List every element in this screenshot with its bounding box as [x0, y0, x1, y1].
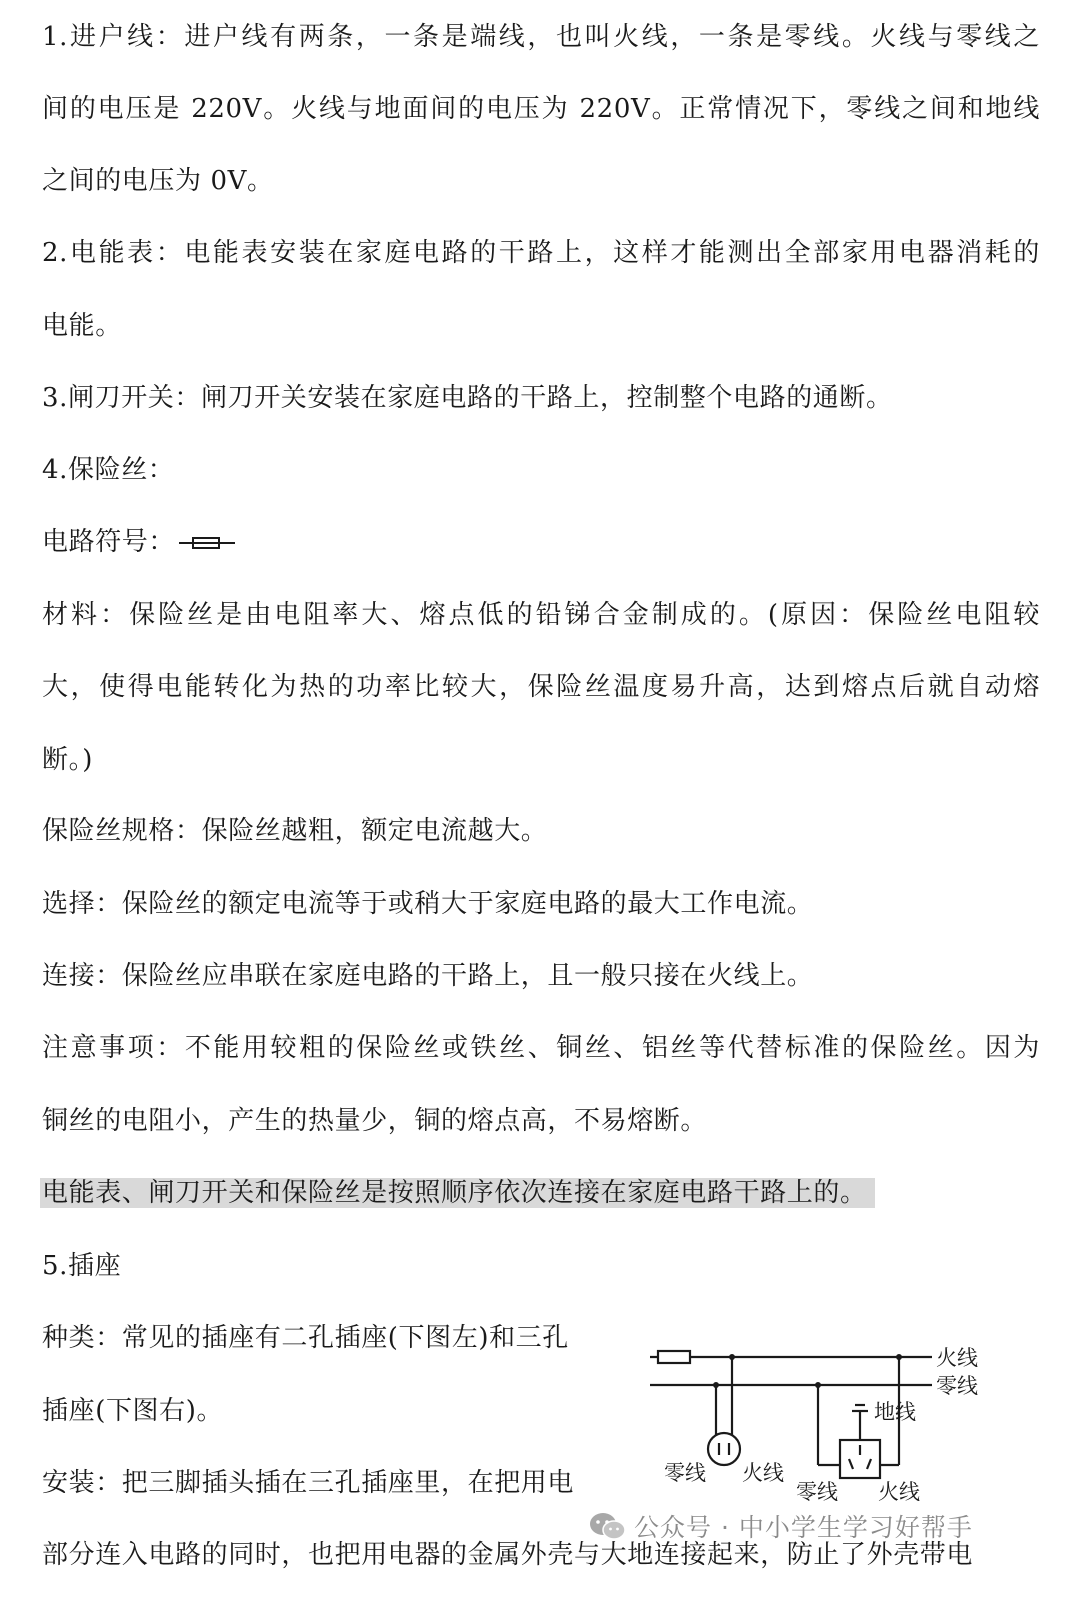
text-line-15: 注意事项：不能用较粗的保险丝或铁丝、铜丝、铝丝等代替标准的保险丝。因为 [42, 1033, 1040, 1063]
text-line-21: 安装：把三脚插头插在三孔插座里，在把用电 [42, 1468, 575, 1498]
text-line-6: 3.闸刀开关：闸刀开关安装在家庭电路的干路上，控制整个电路的通断。 [42, 383, 893, 413]
text-line-7: 4.保险丝： [42, 455, 175, 485]
watermark-text: 公众号 · 中小学生学习好帮手 [634, 1513, 973, 1542]
text-line-20: 插座(下图右)。 [42, 1396, 224, 1426]
text-line-17: 电能表、闸刀开关和保险丝是按照顺序依次连接在家庭电路干路上的。 [40, 1178, 875, 1208]
text-line-14: 连接：保险丝应串联在家庭电路的干路上，且一般只接在火线上。 [42, 961, 814, 991]
text-line-16: 铜丝的电阻小，产生的热量少，铜的熔点高，不易熔断。 [42, 1106, 708, 1136]
label-ground-line: 地线 [874, 1400, 916, 1424]
text-line-1: 1.进户线：进户线有两条，一条是端线，也叫火线，一条是零线。火线与零线之 [42, 22, 1040, 52]
label-right-fire: 火线 [878, 1480, 920, 1504]
text-line-12: 保险丝规格：保险丝越粗，额定电流越大。 [42, 816, 548, 846]
text-line-2: 间的电压是 220V。火线与地面间的电压为 220V。正常情况下，零线之间和地线 [42, 94, 1040, 124]
text-line-10: 大，使得电能转化为热的功率比较大，保险丝温度易升高，达到熔点后就自动熔 [42, 672, 1040, 702]
highlight-line [42, 1173, 875, 1213]
text-line-11: 断。) [42, 745, 93, 775]
text-line-19: 种类：常见的插座有二孔插座(下图左)和三孔 [42, 1323, 569, 1353]
text-line-9: 材料：保险丝是由电阻率大、熔点低的铅锑合金制成的。(原因：保险丝电阻较 [42, 600, 1040, 630]
text-line-4: 2.电能表：电能表安装在家庭电路的干路上，这样才能测出全部家用电器消耗的 [42, 238, 1040, 268]
wechat-watermark [588, 1506, 973, 1546]
wechat-icon [588, 1511, 626, 1541]
two-hole-socket-icon [708, 1433, 740, 1465]
label-neutral-line: 零线 [936, 1374, 978, 1398]
text-line-8: 电路符号： [42, 527, 176, 557]
text-line-13: 选择：保险丝的额定电流等于或稍大于家庭电路的最大工作电流。 [42, 889, 814, 919]
label-right-neutral: 零线 [796, 1480, 838, 1504]
text-line-3: 之间的电压为 0V。 [42, 166, 274, 196]
fuse-symbol-icon [179, 535, 235, 551]
fuse-icon [658, 1351, 690, 1363]
label-left-fire: 火线 [742, 1461, 784, 1485]
label-left-neutral: 零线 [664, 1461, 706, 1485]
fuse-symbol-line [42, 522, 235, 562]
text-line-5: 电能。 [42, 311, 122, 341]
text-line-18: 5.插座 [42, 1251, 122, 1281]
label-fire-line: 火线 [936, 1346, 978, 1370]
text-line-22: 部分连入电路的同时，也把用电器的金属外壳与大地连接起来，防止了外壳带电 [42, 1540, 974, 1570]
